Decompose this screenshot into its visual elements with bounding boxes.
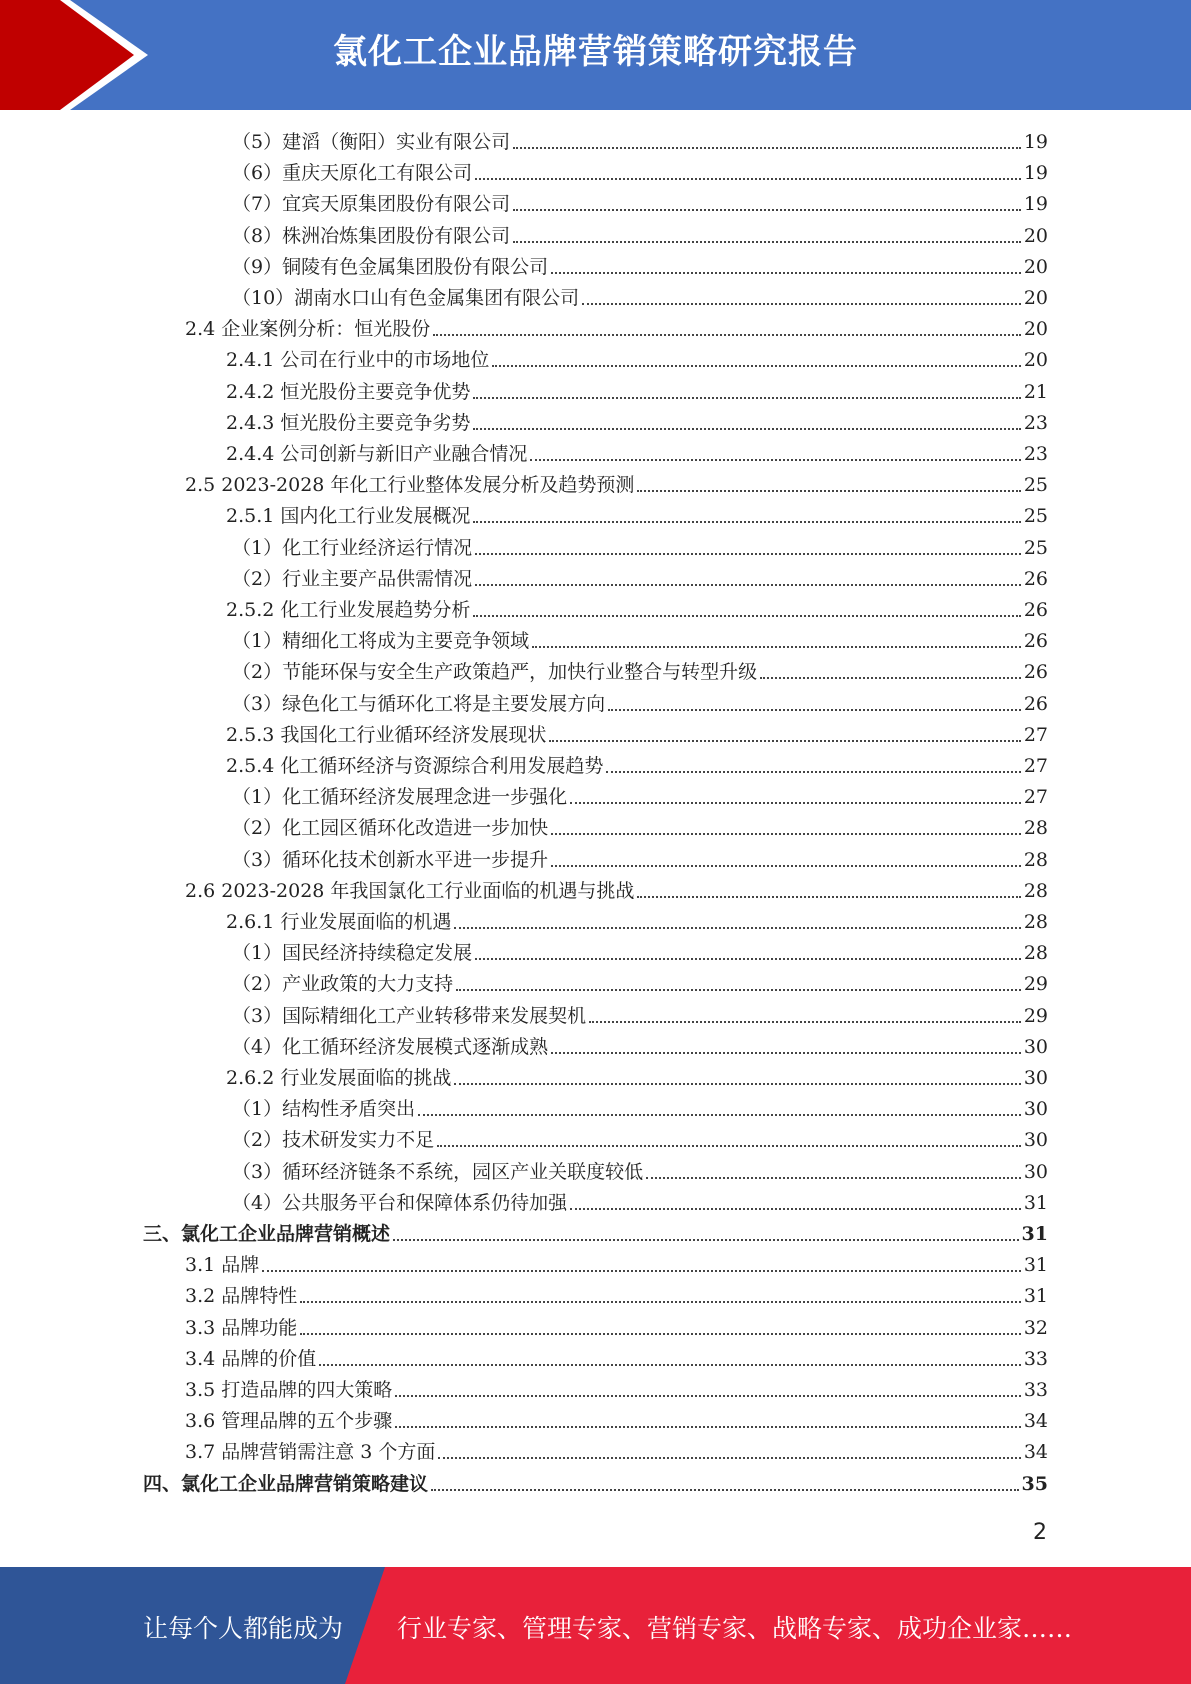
toc-entry-label: （1）化工行业经济运行情况 xyxy=(232,536,473,559)
toc-entry[interactable] xyxy=(185,1437,1048,1468)
toc-entry-label: （2）行业主要产品供需情况 xyxy=(232,567,473,590)
toc-entry-label: （2）产业政策的大力支持 xyxy=(232,973,454,996)
toc-dot-leader xyxy=(438,1437,1020,1459)
toc-entry[interactable] xyxy=(232,564,1048,595)
toc-dot-leader xyxy=(473,595,1020,617)
toc-dot-leader xyxy=(532,626,1021,648)
toc-entry[interactable] xyxy=(232,657,1048,688)
toc-dot-leader xyxy=(637,876,1020,898)
toc-entry-page: 23 xyxy=(1023,411,1048,434)
toc-entry-page: 30 xyxy=(1023,1067,1048,1089)
toc-entry[interactable] xyxy=(185,1406,1048,1437)
toc-entry-label: 2.4.2 恒光股份主要竞争优势 xyxy=(226,380,471,403)
toc-dot-leader xyxy=(456,969,1021,991)
toc-entry-label: 2.6.2 行业发展面临的挑战 xyxy=(226,1067,452,1089)
toc-entry[interactable] xyxy=(226,439,1048,470)
toc-dot-leader xyxy=(300,1281,1021,1303)
toc-entry[interactable] xyxy=(232,189,1048,220)
toc-entry[interactable] xyxy=(232,252,1048,283)
toc-entry-page: 28 xyxy=(1023,879,1048,902)
toc-entry-page: 20 xyxy=(1023,287,1048,309)
toc-entry[interactable] xyxy=(185,470,1048,501)
toc-entry-page: 27 xyxy=(1023,755,1048,777)
toc-entry-label: （3）循环经济链条不系统，园区产业关联度较低 xyxy=(232,1160,644,1183)
toc-dot-leader xyxy=(475,938,1021,960)
toc-entry[interactable] xyxy=(232,1094,1048,1125)
toc-entry-label: 3.7 品牌营销需注意 3 个方面 xyxy=(185,1441,436,1464)
toc-entry-page: 28 xyxy=(1023,942,1048,965)
toc-entry-label: 2.5 2023-2028 年化工行业整体发展分析及趋势预测 xyxy=(185,474,635,497)
toc-entry[interactable] xyxy=(143,1219,1048,1250)
toc-dot-leader xyxy=(637,470,1020,492)
header-title: 氯化工企业品牌营销策略研究报告 xyxy=(333,32,858,72)
toc-entry-page: 26 xyxy=(1023,567,1048,590)
footer-slogan-left: 让每个人都能成为 xyxy=(143,1614,344,1643)
toc-entry[interactable] xyxy=(232,1125,1048,1156)
toc-entry-label: （9）铜陵有色金属集团股份有限公司 xyxy=(232,255,549,278)
toc-dot-leader xyxy=(473,377,1020,399)
toc-entry-page: 33 xyxy=(1023,1379,1048,1401)
toc-dot-leader xyxy=(606,751,1020,773)
toc-dot-leader xyxy=(549,720,1020,742)
toc-entry-page: 31 xyxy=(1023,1191,1048,1214)
toc-entry-label: （5）建滔（衡阳）实业有限公司 xyxy=(232,131,511,153)
toc-entry-page: 25 xyxy=(1023,536,1048,559)
toc-dot-leader xyxy=(473,408,1020,430)
toc-entry-label: （1）精细化工将成为主要竞争领域 xyxy=(232,630,530,653)
toc-dot-leader xyxy=(475,533,1021,555)
toc-entry-label: （1）化工循环经济发展理念进一步强化 xyxy=(232,786,568,809)
toc-entry-page: 20 xyxy=(1023,255,1048,278)
toc-entry-label: 3.3 品牌功能 xyxy=(185,1316,298,1339)
toc-dot-leader xyxy=(393,1219,1019,1241)
toc-entry[interactable] xyxy=(232,689,1048,720)
toc-entry-page: 27 xyxy=(1023,723,1048,746)
footer-slogan-right: 行业专家、管理专家、营销专家、战略专家、成功企业家…… xyxy=(397,1614,1073,1643)
toc-entry[interactable] xyxy=(232,1157,1048,1188)
toc-entry[interactable] xyxy=(232,813,1048,844)
toc-dot-leader xyxy=(454,1063,1020,1085)
toc-entry-label: （1）国民经济持续稳定发展 xyxy=(232,942,473,965)
toc-dot-leader xyxy=(513,189,1021,211)
toc-entry-label: 2.4.3 恒光股份主要竞争劣势 xyxy=(226,411,471,434)
toc-entry-label: 2.6 2023-2028 年我国氯化工行业面临的机遇与挑战 xyxy=(185,879,635,902)
toc-entry-label: 2.5.2 化工行业发展趋势分析 xyxy=(226,599,471,621)
toc-entry-page: 30 xyxy=(1023,1035,1048,1058)
toc-entry[interactable] xyxy=(232,283,1048,314)
toc-dot-leader xyxy=(475,158,1021,180)
toc-entry[interactable] xyxy=(232,158,1048,189)
toc-entry-label: （7）宜宾天原集团股份有限公司 xyxy=(232,193,511,216)
toc-dot-leader xyxy=(551,845,1021,867)
toc-entry-label: 3.5 打造品牌的四大策略 xyxy=(185,1379,393,1401)
toc-entry-page: 34 xyxy=(1023,1410,1048,1433)
toc-entry-label: （2）化工园区循环化改造进一步加快 xyxy=(232,817,549,840)
toc-dot-leader xyxy=(513,127,1021,149)
toc-entry-page: 27 xyxy=(1023,786,1048,809)
toc-dot-leader xyxy=(551,813,1021,835)
toc-entry-page: 19 xyxy=(1023,162,1048,185)
toc-entry[interactable] xyxy=(232,782,1048,813)
toc-dot-leader xyxy=(418,1094,1021,1116)
toc-dot-leader xyxy=(492,345,1020,367)
toc-dot-leader xyxy=(513,221,1021,243)
toc-dot-leader xyxy=(551,1032,1021,1054)
toc-entry-label: （6）重庆天原化工有限公司 xyxy=(232,162,473,185)
toc-entry-page: 26 xyxy=(1023,692,1048,715)
toc-entry-page: 31 xyxy=(1023,1254,1048,1277)
toc-entry-page: 20 xyxy=(1023,349,1048,372)
toc-entry-label: 四、氯化工企业品牌营销策略建议 xyxy=(143,1472,429,1495)
toc-entry-page: 30 xyxy=(1023,1160,1048,1183)
toc-entry[interactable] xyxy=(185,1313,1048,1344)
toc-dot-leader xyxy=(570,782,1021,804)
toc-dot-leader xyxy=(760,657,1021,679)
toc-entry[interactable] xyxy=(232,1188,1048,1219)
toc-entry[interactable] xyxy=(232,1001,1048,1032)
toc-entry[interactable] xyxy=(226,345,1048,376)
toc-entry-page: 19 xyxy=(1023,131,1048,153)
toc-entry[interactable] xyxy=(185,876,1048,907)
toc-entry-label: （3）循环化技术创新水平进一步提升 xyxy=(232,848,549,871)
toc-dot-leader xyxy=(395,1406,1021,1428)
toc-entry[interactable] xyxy=(232,221,1048,252)
toc-entry-label: 2.5.1 国内化工行业发展概况 xyxy=(226,505,471,528)
toc-entry-label: （1）结构性矛盾突出 xyxy=(232,1098,416,1121)
toc-entry[interactable] xyxy=(232,969,1048,1000)
toc-entry-page: 20 xyxy=(1023,318,1048,341)
toc-entry[interactable] xyxy=(226,408,1048,439)
toc-dot-leader xyxy=(475,564,1021,586)
page-number: 2 xyxy=(1033,1520,1047,1545)
toc-dot-leader xyxy=(454,907,1020,929)
toc-entry[interactable] xyxy=(232,127,1048,158)
toc-dot-leader xyxy=(262,1250,1021,1272)
toc-entry[interactable] xyxy=(226,720,1048,751)
toc-entry[interactable] xyxy=(185,1375,1048,1406)
toc-entry-page: 26 xyxy=(1023,630,1048,653)
toc-entry-label: 3.2 品牌特性 xyxy=(185,1285,298,1308)
toc-entry-page: 30 xyxy=(1023,1098,1048,1121)
toc-entry[interactable] xyxy=(185,1281,1048,1312)
toc-entry-label: （4）公共服务平台和保障体系仍待加强 xyxy=(232,1191,568,1214)
toc-entry[interactable] xyxy=(226,377,1048,408)
toc-entry-label: 2.4.1 公司在行业中的市场地位 xyxy=(226,349,490,372)
toc-entry-page: 28 xyxy=(1023,817,1048,840)
toc-entry-page: 29 xyxy=(1023,973,1048,996)
toc-entry-label: 2.4.4 公司创新与新旧产业融合情况 xyxy=(226,443,528,465)
toc-entry-page: 32 xyxy=(1023,1316,1048,1339)
toc-entry-page: 34 xyxy=(1023,1441,1048,1464)
toc-entry-page: 23 xyxy=(1023,443,1048,465)
toc-entry-label: 2.6.1 行业发展面临的机遇 xyxy=(226,911,452,933)
toc-entry-label: （3）国际精细化工产业转移带来发展契机 xyxy=(232,1004,587,1027)
toc-entry[interactable] xyxy=(185,314,1048,345)
toc-entry[interactable] xyxy=(232,533,1048,564)
toc-entry-label: 3.4 品牌的价值 xyxy=(185,1347,317,1370)
toc-entry-label: 2.4 企业案例分析：恒光股份 xyxy=(185,318,431,341)
toc-dot-leader xyxy=(589,1001,1021,1023)
toc-entry-page: 30 xyxy=(1023,1129,1048,1152)
toc-entry[interactable] xyxy=(232,938,1048,969)
toc-entry[interactable] xyxy=(232,1032,1048,1063)
toc-entry-label: （2）节能环保与安全生产政策趋严，加快行业整合与转型升级 xyxy=(232,661,758,684)
toc-dot-leader xyxy=(582,283,1021,305)
toc-entry-page: 20 xyxy=(1023,224,1048,247)
page-header xyxy=(0,0,1191,110)
toc-entry-label: 3.6 管理品牌的五个步骤 xyxy=(185,1410,393,1433)
toc-entry-page: 28 xyxy=(1023,848,1048,871)
toc-entry[interactable] xyxy=(185,1250,1048,1281)
toc-entry[interactable] xyxy=(226,907,1048,938)
toc-entry[interactable] xyxy=(226,595,1048,626)
toc-entry-page: 19 xyxy=(1023,193,1048,216)
toc-entry-label: （10）湖南水口山有色金属集团有限公司 xyxy=(232,287,580,309)
toc-entry-label: （4）化工循环经济发展模式逐渐成熟 xyxy=(232,1035,549,1058)
toc-dot-leader xyxy=(437,1125,1021,1147)
toc-entry-page: 35 xyxy=(1021,1472,1048,1495)
toc-entry-page: 25 xyxy=(1023,474,1048,497)
toc-entry-label: （3）绿色化工与循环化工将是主要发展方向 xyxy=(232,692,606,715)
toc-dot-leader xyxy=(433,314,1021,336)
toc-dot-leader xyxy=(570,1188,1021,1210)
toc-entry[interactable] xyxy=(226,501,1048,532)
toc-entry-label: 2.5.4 化工循环经济与资源综合利用发展趋势 xyxy=(226,755,604,777)
toc-entry-page: 28 xyxy=(1023,911,1048,933)
toc-entry-label: 3.1 品牌 xyxy=(185,1254,260,1277)
toc-entry-label: 2.5.3 我国化工行业循环经济发展现状 xyxy=(226,723,547,746)
toc-dot-leader xyxy=(319,1344,1021,1366)
toc-entry-page: 31 xyxy=(1021,1223,1048,1245)
toc-dot-leader xyxy=(431,1469,1019,1491)
toc-entry[interactable] xyxy=(232,626,1048,657)
toc-entry-label: （8）株洲冶炼集团股份有限公司 xyxy=(232,224,511,247)
toc-dot-leader xyxy=(551,252,1021,274)
toc-entry-page: 21 xyxy=(1023,380,1048,403)
toc-dot-leader xyxy=(473,501,1020,523)
toc-entry-label: （2）技术研发实力不足 xyxy=(232,1129,435,1152)
toc-entry-page: 26 xyxy=(1023,599,1048,621)
toc-entry-page: 26 xyxy=(1023,661,1048,684)
toc-entry-label: 三、氯化工企业品牌营销概述 xyxy=(143,1223,391,1245)
toc-entry[interactable] xyxy=(185,1344,1048,1375)
toc-entry-page: 25 xyxy=(1023,505,1048,528)
toc-entry[interactable] xyxy=(226,1063,1048,1094)
toc-dot-leader xyxy=(530,439,1020,461)
toc-entry-page: 31 xyxy=(1023,1285,1048,1308)
toc-entry[interactable] xyxy=(226,751,1048,782)
page-footer xyxy=(0,1567,1191,1684)
toc-dot-leader xyxy=(646,1157,1021,1179)
toc-dot-leader xyxy=(395,1375,1021,1397)
toc-entry-page: 29 xyxy=(1023,1004,1048,1027)
toc-entry[interactable] xyxy=(232,845,1048,876)
toc-dot-leader xyxy=(300,1313,1021,1335)
toc-dot-leader xyxy=(608,689,1021,711)
toc-entry-page: 33 xyxy=(1023,1347,1048,1370)
toc-entry[interactable] xyxy=(143,1469,1048,1500)
